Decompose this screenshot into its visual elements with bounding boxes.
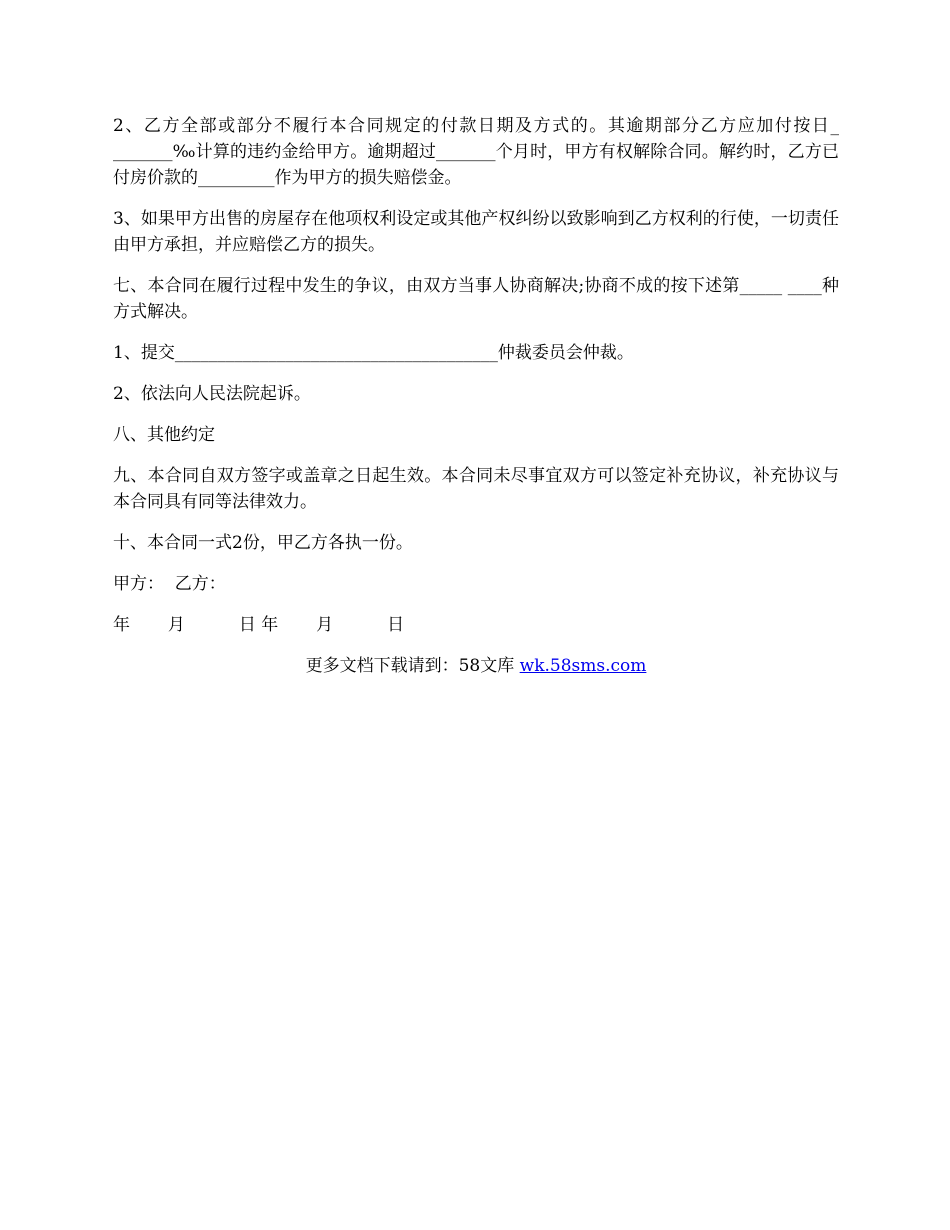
signature-parties: 甲方： 乙方： [113, 574, 226, 594]
footer-link[interactable]: wk.58sms.com [519, 656, 647, 676]
clause-seven-dispute-resolution: 七、本合同在履行过程中发生的争议，由双方当事人协商解决;协商不成的按下述第_____ ____种方式解决。 [113, 276, 839, 322]
document-body [113, 113, 839, 694]
clause-payment-default: 2、乙方全部或部分不履行本合同规定的付款日期及方式的。其逾期部分乙方应加付按日_ _______‰计算的违约金给甲方。逾期超过_______个月时，甲方有权解除合同。解约时，乙方已付房价款的_________作为甲方的损失赔偿金。 [113, 116, 839, 188]
clause-nine-effectiveness: 九、本合同自双方签字或盖章之日起生效。本合同未尽事宜双方可以签定补充协议，补充协议与本合同具有同等法律效力。 [113, 466, 839, 512]
clause-arbitration-option: 1、提交______________________________________仲裁委员会仲裁。 [113, 343, 634, 363]
clause-ten-copies: 十、本合同一式2份，甲乙方各执一份。 [113, 533, 413, 553]
footer-text: 更多文档下载请到：58文库 [305, 656, 520, 676]
footer-download-notice [113, 653, 839, 679]
clause-court-option: 2、依法向人民法院起诉。 [113, 384, 311, 404]
signature-date: 年 月 日 年 月 日 [113, 615, 405, 635]
clause-eight-other: 八、其他约定 [113, 425, 215, 445]
clause-property-dispute: 3、如果甲方出售的房屋存在他项权利设定或其他产权纠纷以致影响到乙方权利的行使，一切责任由甲方承担，并应赔偿乙方的损失。 [113, 209, 839, 255]
